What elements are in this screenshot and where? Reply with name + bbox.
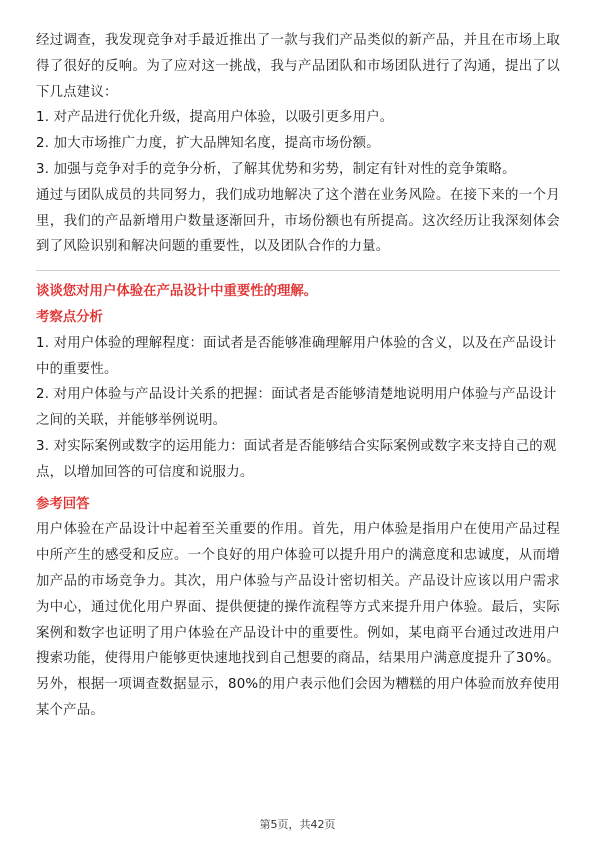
page-number: 第5页，共42页	[259, 818, 336, 831]
analysis-item: 1. 对用户体验的理解程度：面试者是否能够准确理解用户体验的含义，以及在产品设计中的重要性。	[36, 335, 557, 377]
document-page	[36, 28, 560, 724]
analysis-heading: 考察点分析	[36, 309, 103, 325]
intro-paragraph: 经过调查，我发现竞争对手最近推出了一款与我们产品类似的新产品，并且在市场上取得了很好的反响。为了应对这一挑战，我与产品团队和市场团队进行了沟通，提出了以下几点建议：	[36, 33, 560, 100]
analysis-item: 2. 对用户体验与产品设计关系的把握：面试者是否能够清楚地说明用户体验与产品设计之间的关联，并能够举例说明。	[36, 387, 557, 429]
answer-paragraph: 用户体验在产品设计中起着至关重要的作用。首先，用户体验是指用户在使用产品过程中所产生的感受和反应。一个良好的用户体验可以提升用户的满意度和忠诚度，从而增加产品的市场竞争力。其次，用户体验与产品设计密切相关。产品设计应该以用户需求为中心，通过优化用户界面、提供便捷的操作流程等方式来提升用户体验。最后，实际案例和数字也证明了用户体验在产品设计中的重要性。例如，某电商平台通过改进用户搜索功能，使得用户能够更快速地找到自己想要的商品，结果用户满意度提升了30%。另外，根据一项调查数据显示，80%的用户表示他们会因为糟糕的用户体验而放弃使用某个产品。	[36, 522, 560, 718]
suggestion-item: 2. 加大市场推广力度，扩大品牌知名度，提高市场份额。	[36, 136, 380, 152]
analysis-item: 3. 对实际案例或数字的运用能力：面试者是否能够结合实际案例或数字来支持自己的观点，以增加回答的可信度和说服力。	[36, 438, 557, 480]
section-divider	[36, 270, 560, 271]
interview-question: 谈谈您对用户体验在产品设计中重要性的理解。	[36, 284, 318, 300]
answer-heading: 参考回答	[36, 496, 90, 512]
suggestion-item: 1. 对产品进行优化升级，提高用户体验，以吸引更多用户。	[36, 110, 394, 126]
closing-paragraph: 通过与团队成员的共同努力，我们成功地解决了这个潜在业务风险。在接下来的一个月里，我们的产品新增用户数量逐渐回升，市场份额也有所提高。这次经历让我深刻体会到了风险识别和解决问题的重要性，以及团队合作的力量。	[36, 187, 560, 255]
suggestion-item: 3. 加强与竞争对手的竞争分析，了解其优势和劣势，制定有针对性的竞争策略。	[36, 161, 516, 177]
